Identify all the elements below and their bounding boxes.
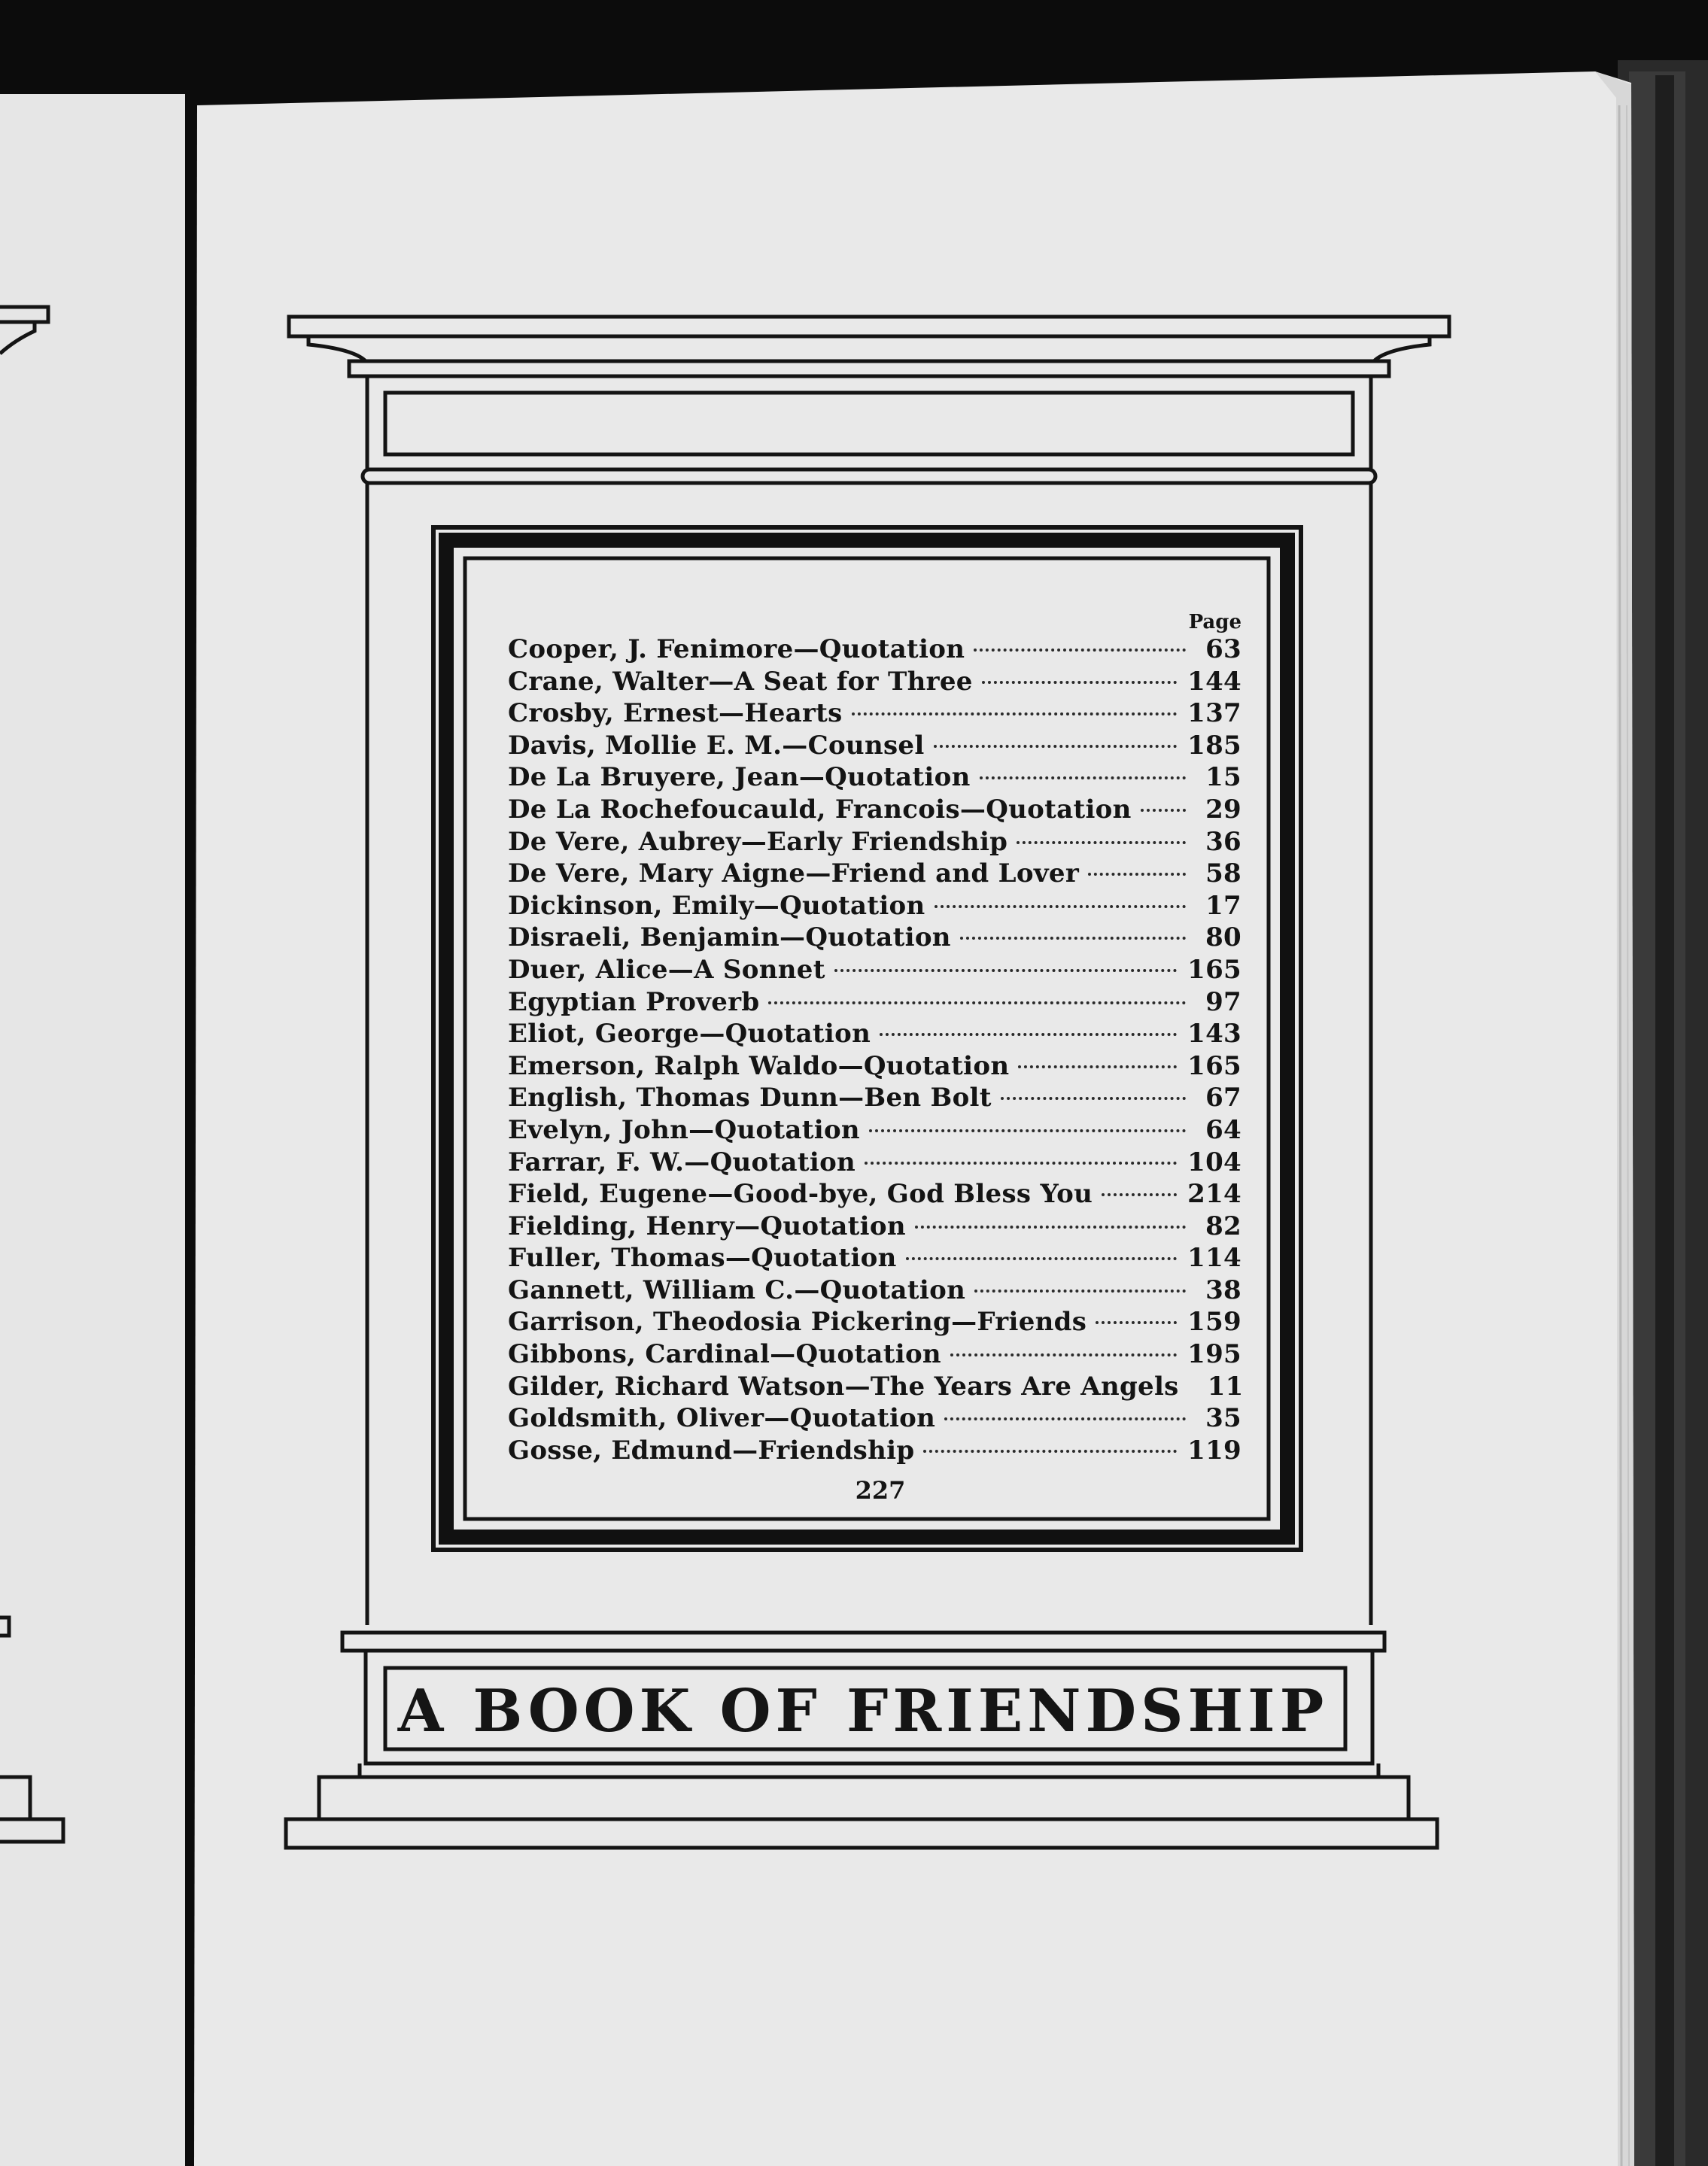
index-entry — [508, 1242, 1241, 1274]
dot-leader — [1001, 1097, 1186, 1100]
entry-title: English, Thomas Dunn—Ben Bolt — [508, 1083, 992, 1113]
index-entry — [508, 1371, 1244, 1403]
entry-title: Egyptian Proverb — [508, 986, 760, 1017]
entry-title: De La Rochefoucauld, Francois—Quotation — [508, 794, 1132, 825]
page-column-header: Page — [1188, 611, 1241, 633]
dot-leader — [768, 1001, 1186, 1004]
entry-page-number: 104 — [1187, 1147, 1241, 1177]
entry-page-number: 36 — [1205, 826, 1241, 857]
entry-title: Duer, Alice—A Sonnet — [508, 954, 825, 985]
dot-leader — [915, 1226, 1186, 1229]
entry-page-number: 11 — [1207, 1371, 1244, 1402]
entry-title: Gannett, William C.—Quotation — [508, 1274, 966, 1305]
index-entry — [508, 697, 1241, 730]
entry-title: Gilder, Richard Watson—The Years Are Angels — [508, 1371, 1179, 1402]
entry-title: Garrison, Theodosia Pickering—Friends — [508, 1307, 1087, 1338]
dot-leader — [880, 1033, 1177, 1036]
entry-title: Crane, Walter—A Seat for Three — [508, 666, 973, 697]
entry-title: Fuller, Thomas—Quotation — [508, 1243, 897, 1274]
book-title: A BOOK OF FRIENDSHIP — [397, 1677, 1329, 1745]
dot-leader — [980, 776, 1186, 779]
index-list — [508, 611, 1244, 1466]
index-entry — [508, 986, 1241, 1019]
entry-title: Disraeli, Benjamin—Quotation — [508, 922, 951, 953]
entry-page-number: 63 — [1205, 634, 1241, 664]
page-number: 227 — [855, 1476, 906, 1505]
dot-leader — [1017, 841, 1186, 844]
entry-page-number: 214 — [1187, 1179, 1241, 1210]
entry-page-number: 159 — [1187, 1307, 1241, 1338]
entry-page-number: 38 — [1205, 1274, 1241, 1305]
dot-leader — [1102, 1193, 1177, 1196]
dot-leader — [906, 1257, 1177, 1260]
index-entries — [508, 633, 1244, 1466]
index-entry — [508, 1435, 1241, 1467]
entry-title: Goldsmith, Oliver—Quotation — [508, 1403, 936, 1434]
entry-page-number: 64 — [1205, 1114, 1241, 1145]
entry-page-number: 144 — [1187, 666, 1241, 697]
entry-page-number: 195 — [1187, 1339, 1241, 1370]
dot-leader — [1141, 809, 1186, 812]
entry-page-number: 82 — [1205, 1211, 1241, 1241]
dot-leader — [974, 1290, 1186, 1293]
dot-leader — [960, 937, 1186, 940]
entry-page-number: 185 — [1187, 730, 1241, 761]
index-entry — [508, 730, 1241, 762]
index-entry — [508, 1306, 1241, 1338]
entry-page-number: 80 — [1205, 922, 1241, 953]
entry-title: Crosby, Ernest—Hearts — [508, 698, 843, 729]
index-entry — [508, 922, 1241, 954]
entry-page-number: 15 — [1205, 762, 1241, 793]
dot-leader — [935, 905, 1186, 908]
entry-title: Dickinson, Emily—Quotation — [508, 890, 925, 921]
index-entry — [508, 633, 1241, 666]
entry-page-number: 165 — [1187, 1050, 1241, 1081]
entry-title: Field, Eugene—Good-bye, God Bless You — [508, 1179, 1093, 1210]
dot-leader — [1088, 873, 1186, 876]
entry-title: Farrar, F. W.—Quotation — [508, 1147, 856, 1177]
dot-leader — [974, 649, 1186, 652]
entry-title: Gosse, Edmund—Friendship — [508, 1435, 915, 1466]
entry-page-number: 165 — [1187, 954, 1241, 985]
dot-leader — [1096, 1321, 1177, 1324]
index-entry — [508, 1402, 1241, 1435]
entry-page-number: 35 — [1205, 1403, 1241, 1434]
entry-title: Cooper, J. Fenimore—Quotation — [508, 634, 965, 664]
entry-title: De Vere, Mary Aigne—Friend and Lover — [508, 858, 1080, 889]
entry-title: De Vere, Aubrey—Early Friendship — [508, 826, 1008, 857]
entry-title: Eliot, George—Quotation — [508, 1019, 871, 1050]
index-entry — [508, 761, 1241, 794]
index-entry — [508, 954, 1241, 986]
entry-title: De La Bruyere, Jean—Quotation — [508, 762, 971, 793]
index-entry — [508, 826, 1241, 858]
entry-title: Fielding, Henry—Quotation — [508, 1211, 906, 1241]
index-entry — [508, 1178, 1241, 1211]
dot-leader — [950, 1353, 1177, 1356]
index-entry — [508, 794, 1241, 826]
index-entry — [508, 1338, 1241, 1371]
index-entry — [508, 1082, 1241, 1114]
entry-title: Davis, Mollie E. M.—Counsel — [508, 730, 925, 761]
dot-leader — [865, 1162, 1177, 1165]
index-entry — [508, 1018, 1241, 1050]
index-entry — [508, 1211, 1241, 1243]
dot-leader — [869, 1129, 1186, 1132]
dot-leader — [982, 681, 1177, 684]
index-entry — [508, 1114, 1241, 1147]
dot-leader — [1018, 1065, 1177, 1068]
index-entry — [508, 858, 1241, 890]
index-entry — [508, 1274, 1241, 1307]
entry-page-number: 119 — [1187, 1435, 1241, 1466]
index-entry — [508, 1147, 1241, 1179]
index-entry — [508, 1050, 1241, 1083]
entry-page-number: 67 — [1205, 1083, 1241, 1113]
entry-title: Gibbons, Cardinal—Quotation — [508, 1339, 941, 1370]
entry-title: Emerson, Ralph Waldo—Quotation — [508, 1050, 1010, 1081]
entry-title: Evelyn, John—Quotation — [508, 1114, 860, 1145]
dot-leader — [923, 1450, 1177, 1453]
dot-leader — [852, 712, 1178, 715]
entry-page-number: 114 — [1187, 1243, 1241, 1274]
entry-page-number: 29 — [1205, 794, 1241, 825]
index-entry — [508, 890, 1241, 922]
entry-page-number: 58 — [1205, 858, 1241, 889]
entry-page-number: 137 — [1187, 698, 1241, 729]
dot-leader — [934, 745, 1178, 748]
dot-leader — [834, 969, 1177, 972]
entry-page-number: 97 — [1205, 986, 1241, 1017]
entry-page-number: 17 — [1205, 890, 1241, 921]
index-entry — [508, 666, 1241, 698]
dot-leader — [944, 1417, 1186, 1420]
entry-page-number: 143 — [1187, 1019, 1241, 1050]
